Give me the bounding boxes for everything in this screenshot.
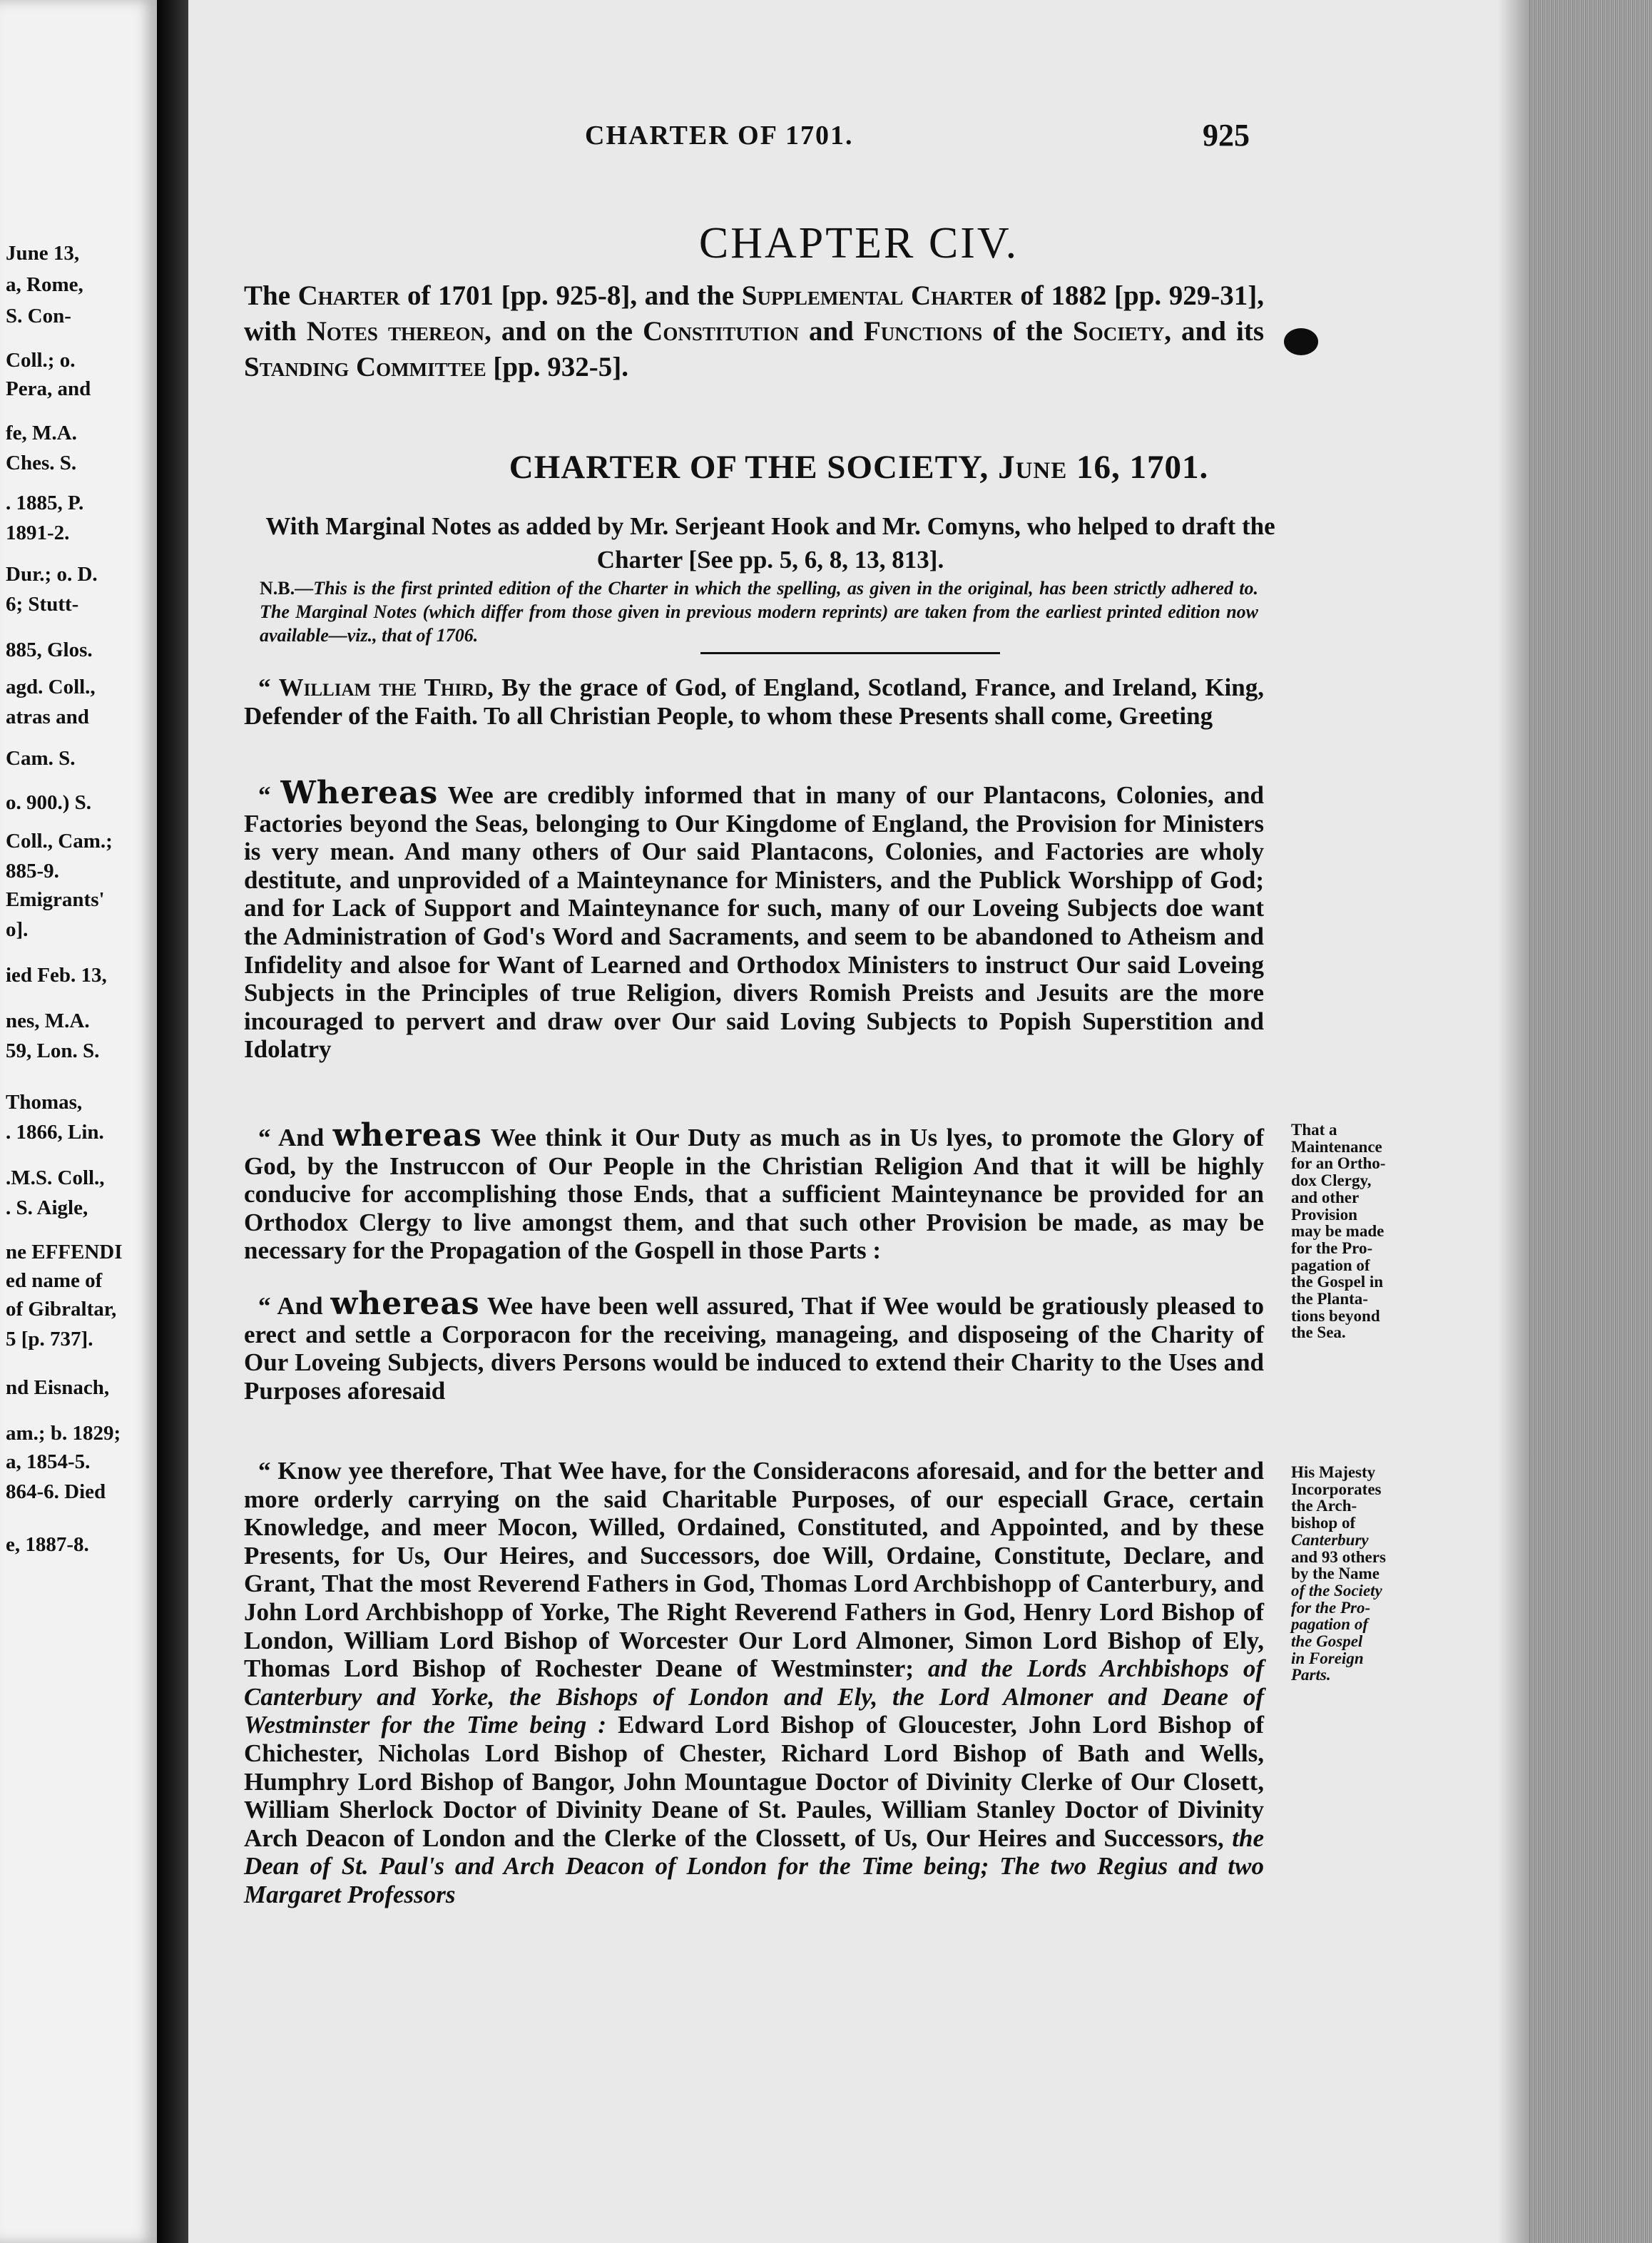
facing-page-fragment: 885, Glos. xyxy=(6,639,93,661)
facing-page-fragment: o. 900.) S. xyxy=(6,792,92,813)
summary-run: Notes thereon xyxy=(306,316,485,347)
facing-page-fragment: Thomas, xyxy=(6,1092,83,1113)
charter-title xyxy=(188,448,1529,487)
facing-page-fragment: e, 1887-8. xyxy=(6,1534,89,1555)
facing-page-fragment: 885-9. xyxy=(6,860,59,882)
summary-run: [pp. 932-5]. xyxy=(486,352,628,382)
facing-page-fragment: ied Feb. 13, xyxy=(6,965,107,986)
summary-run: of 1701 [pp. 925-8], and the xyxy=(399,280,742,311)
summary-run: , and its xyxy=(1164,316,1264,347)
facing-page-fragment: June 13, xyxy=(6,243,80,264)
section-rule xyxy=(700,652,1000,654)
marginal-note-incorporation xyxy=(1291,1464,1419,1684)
summary-run: and xyxy=(798,316,864,347)
facing-page-fragment: o]. xyxy=(6,919,29,940)
facing-page-fragment: ed name of xyxy=(6,1270,103,1291)
facing-page-fragment: Cam. S. xyxy=(6,748,76,769)
facing-page-fragment: 6; Stutt- xyxy=(6,594,79,615)
editorial-note xyxy=(260,576,1258,647)
marginal-note-line: by the Name xyxy=(1291,1565,1380,1583)
marginal-note-line: of the Society xyxy=(1291,1581,1382,1599)
facing-page-fragment: a, 1854-5. xyxy=(6,1451,91,1473)
charter-title-main: CHARTER OF THE SOCIETY, xyxy=(509,449,999,486)
marginal-note-line: in Foreign xyxy=(1291,1649,1364,1667)
marginal-note-line: Canterbury xyxy=(1291,1530,1369,1549)
ink-blot xyxy=(1284,328,1318,355)
summary-run: Supplemental Charter xyxy=(741,280,1013,311)
marginal-note-line: bishop of xyxy=(1291,1514,1356,1532)
marginal-note-line: and other xyxy=(1291,1188,1360,1206)
marginal-note-line: That a xyxy=(1291,1121,1337,1139)
marginal-note-line: Parts. xyxy=(1291,1666,1331,1684)
marginal-note-line: Maintenance xyxy=(1291,1137,1382,1156)
facing-page-fragment: a, Rome, xyxy=(6,274,83,295)
charter-paragraph-4: “ And whereas Wee have been well assured, That if Wee would be gratiously pleased to erect and settle a Corporacon for the receiving, manageing, and disposeing of the Charity of Our Loveing Subjects, divers Persons would be induced to extend their Charity to the Uses and Purposes aforesaid xyxy=(244,1286,1265,1405)
marginal-note-line: the Gospel in xyxy=(1291,1273,1384,1291)
whereas-initial: whereas xyxy=(332,1117,482,1154)
king-name: William the Third xyxy=(278,673,488,701)
summary-run: of the xyxy=(982,316,1073,347)
summary-run: The xyxy=(244,280,298,311)
whereas-initial: whereas xyxy=(330,1286,480,1322)
marginal-note-line: the Gospel xyxy=(1291,1632,1363,1651)
marginal-note-line: and 93 others xyxy=(1291,1547,1386,1566)
facing-page-fragment: 1891-2. xyxy=(6,522,70,544)
marginal-note-line: pagation of xyxy=(1291,1615,1368,1634)
chapter-heading: CHAPTER CIV. xyxy=(698,219,1019,268)
marginal-note-line: the Planta- xyxy=(1291,1290,1368,1308)
facing-page-fragment: Ches. S. xyxy=(6,452,77,474)
summary-run: Society xyxy=(1073,316,1165,347)
marginal-note-line: may be made xyxy=(1291,1222,1385,1241)
facing-page-fragment: .M.S. Coll., xyxy=(6,1167,105,1189)
page-edge-shadow xyxy=(1498,0,1534,2243)
editorial-note-text: This is the first printed edition of the Charter in which the spelling, as given in the original, has been strictly adhered to. The Marginal Notes (which differ from those given in previous modern reprints) are taken from the earliest printed edition now available—viz., that of 1706. xyxy=(260,578,1258,646)
editorial-note-lead: N.B.— xyxy=(260,578,314,599)
summary-run: Standing Committee xyxy=(244,352,486,382)
marginal-note-line: dox Clergy, xyxy=(1291,1171,1372,1190)
facing-page-fragment: fe, M.A. xyxy=(6,422,77,444)
marginal-note-line: Incorporates xyxy=(1291,1480,1382,1498)
whereas-initial: Whereas xyxy=(280,775,439,811)
charter-paragraph-2: “ Whereas Wee are credibly informed that in many of our Plantacons, Colonies, and Factories beyond the Seas, belonging to Our Kingdome of England, the Provision for Ministers is very mean. And many others of Our said Plantacons, Colonies, and Factories are wholy destitute, and unprovided of a Mainteynance for Ministers, and the Publick Worshipp of God; and for Lack of Support and Mainteynance for such, many of our Loveing Subjects doe want the Administration of God's Word and Sacraments, and seem to be abandoned to Atheism and Infidelity and alsoe for Want of Learned and Orthodox Ministers to instruct Our said Loveing Subjects in the Principles of true Religion, divers Romish Preists and Jesuits are the more incouraged to pervert and draw over Our said Loving Subjects to Popish Superstition and Idolatry xyxy=(244,775,1264,1064)
facing-page-fragment: atras and xyxy=(6,706,89,728)
facing-page-fragment: Coll.; o. xyxy=(6,350,76,371)
charter-subtitle: With Marginal Notes as added by Mr. Serjeant Hook and Mr. Comyns, who helped to draft the Charter [See pp. 5, 6, 8, 13, 813]. xyxy=(265,512,1275,574)
summary-run: Functions xyxy=(863,316,983,347)
summary-run: Constitution xyxy=(643,316,799,347)
facing-page-fragment: Pera, and xyxy=(6,378,91,400)
marginal-note-line: for an Ortho- xyxy=(1291,1154,1386,1173)
facing-page-fragment: Emigrants' xyxy=(6,889,105,910)
facing-page-fragments xyxy=(0,0,157,2243)
summary-run: Charter xyxy=(297,280,400,311)
page-stack-edge xyxy=(1529,0,1652,2243)
facing-page-fragment: . S. Aigle, xyxy=(6,1197,88,1219)
charter-title-date: June 16, 1701. xyxy=(998,449,1209,486)
summary-run: , and on the xyxy=(484,316,643,347)
charter-paragraph-3: “ And whereas Wee think it Our Duty as much as in Us lyes, to promote the Glory of God, by the Instruccon of Our People in the Christian Religion And that it will be highly conducive for accomplishing those Ends, that a sufficient Mainteynance be provided for an Orthodox Clergy to live amongst them, and that such other Provision be made, as may be necessary for the Propagation of the Gospell in those Parts : xyxy=(244,1117,1264,1265)
charter-paragraph-1: “ William the Third, By the grace of God, of England, Scotland, France, and Ireland, King, Defender of the Faith. To all Christian People, to whom these Presents shall come, Greeting xyxy=(244,673,1264,730)
facing-page-fragment: 59, Lon. S. xyxy=(6,1040,100,1062)
chapter-summary xyxy=(244,278,1264,385)
page-number: 925 xyxy=(1203,118,1250,153)
charter-paragraph-5: “ Know yee therefore, That Wee have, for the Consideracons aforesaid, and for the better and more orderly carrying on the said Charitable Purposes, of our especiall Grace, certain Knowledge, and meer Mocon, Willed, Ordained, Constituted, and Appointed, and by these Presents, for Us, Our Heires, and Successors, doe Will, Ordaine, Constitute, Declare, and Grant, That the most Reverend Fathers in God, Thomas Lord Archbishopp of Canterbury, and John Lord Archbishopp of Yorke, The Right Reverend Fathers in God, Henry Lord Bishop of London, William Lord Bishop of Worcester Our Lord Almoner, Simon Lord Bishop of Ely, Thomas Lord Bishop of Rochester Deane of Westminster; and the Lords Archbishops of Canterbury and Yorke, the Bishops of London and Ely, the Lord Almoner and Deane of Westminster for the Time being : Edward Lord Bishop of Gloucester, John Lord Bishop of Chichester, Nicholas Lord Bishop of Chester, Richard Lord Bishop of Bath and Wells, Humphry Lord Bishop of Bangor, John Mountague Doctor of Divinity Clerke of Our Closett, William Sherlock Doctor of Divinity Deane of St. Paules, William Stanley Doctor of Divinity Arch Deacon of London and the Clerke of the Clossett, of Us, Our Heires and Successors, the Dean of St. Paul's and Arch Deacon of London for the Time being; The two Regius and two Margaret Professors xyxy=(244,1457,1264,1908)
italic-insertion: and the Lords Archbishops of Canterbury and Yorke, the Bishops of London and Ely, the Lord Almoner and Deane of Westminster for the Time being : xyxy=(244,1654,1264,1739)
marginal-note-maintenance xyxy=(1291,1122,1419,1341)
marginal-note-line: the Sea. xyxy=(1291,1323,1346,1342)
facing-page-fragment: 5 [p. 737]. xyxy=(6,1328,93,1350)
running-head: CHARTER OF 1701. xyxy=(585,121,854,151)
summary-run: of 1882 [pp. 929-31], with xyxy=(244,280,1264,347)
book-gutter xyxy=(157,0,188,2243)
facing-page-fragment: ne EFFENDI xyxy=(6,1241,123,1263)
italic-insertion: the Dean of St. Paul's and Arch Deacon of London for the Time being; The two Regius and two Margaret Professors xyxy=(244,1824,1264,1908)
marginal-note-line: His Majesty xyxy=(1291,1463,1376,1481)
facing-page-fragment: Coll., Cam.; xyxy=(6,830,113,852)
facing-page-fragment: am.; b. 1829; xyxy=(6,1423,121,1444)
facing-page-fragment: agd. Coll., xyxy=(6,676,96,698)
marginal-note-line: Provision xyxy=(1291,1205,1357,1224)
marginal-note-line: for the Pro- xyxy=(1291,1598,1371,1617)
facing-page-fragment: nd Eisnach, xyxy=(6,1377,110,1398)
facing-page-fragment: Dur.; o. D. xyxy=(6,564,98,585)
marginal-note-line: pagation of xyxy=(1291,1256,1370,1274)
facing-page-left xyxy=(0,0,157,2243)
facing-page-fragment: nes, M.A. xyxy=(6,1010,90,1032)
marginal-note-line: tions beyond xyxy=(1291,1306,1380,1325)
facing-page-fragment: S. Con- xyxy=(6,305,71,327)
facing-page-fragment: . 1866, Lin. xyxy=(6,1122,104,1143)
marginal-note-line: the Arch- xyxy=(1291,1497,1357,1515)
marginal-note-line: for the Pro- xyxy=(1291,1239,1373,1257)
facing-page-fragment: 864-6. Died xyxy=(6,1481,106,1502)
facing-page-fragment: of Gibraltar, xyxy=(6,1298,117,1320)
facing-page-fragment: . 1885, P. xyxy=(6,492,84,514)
